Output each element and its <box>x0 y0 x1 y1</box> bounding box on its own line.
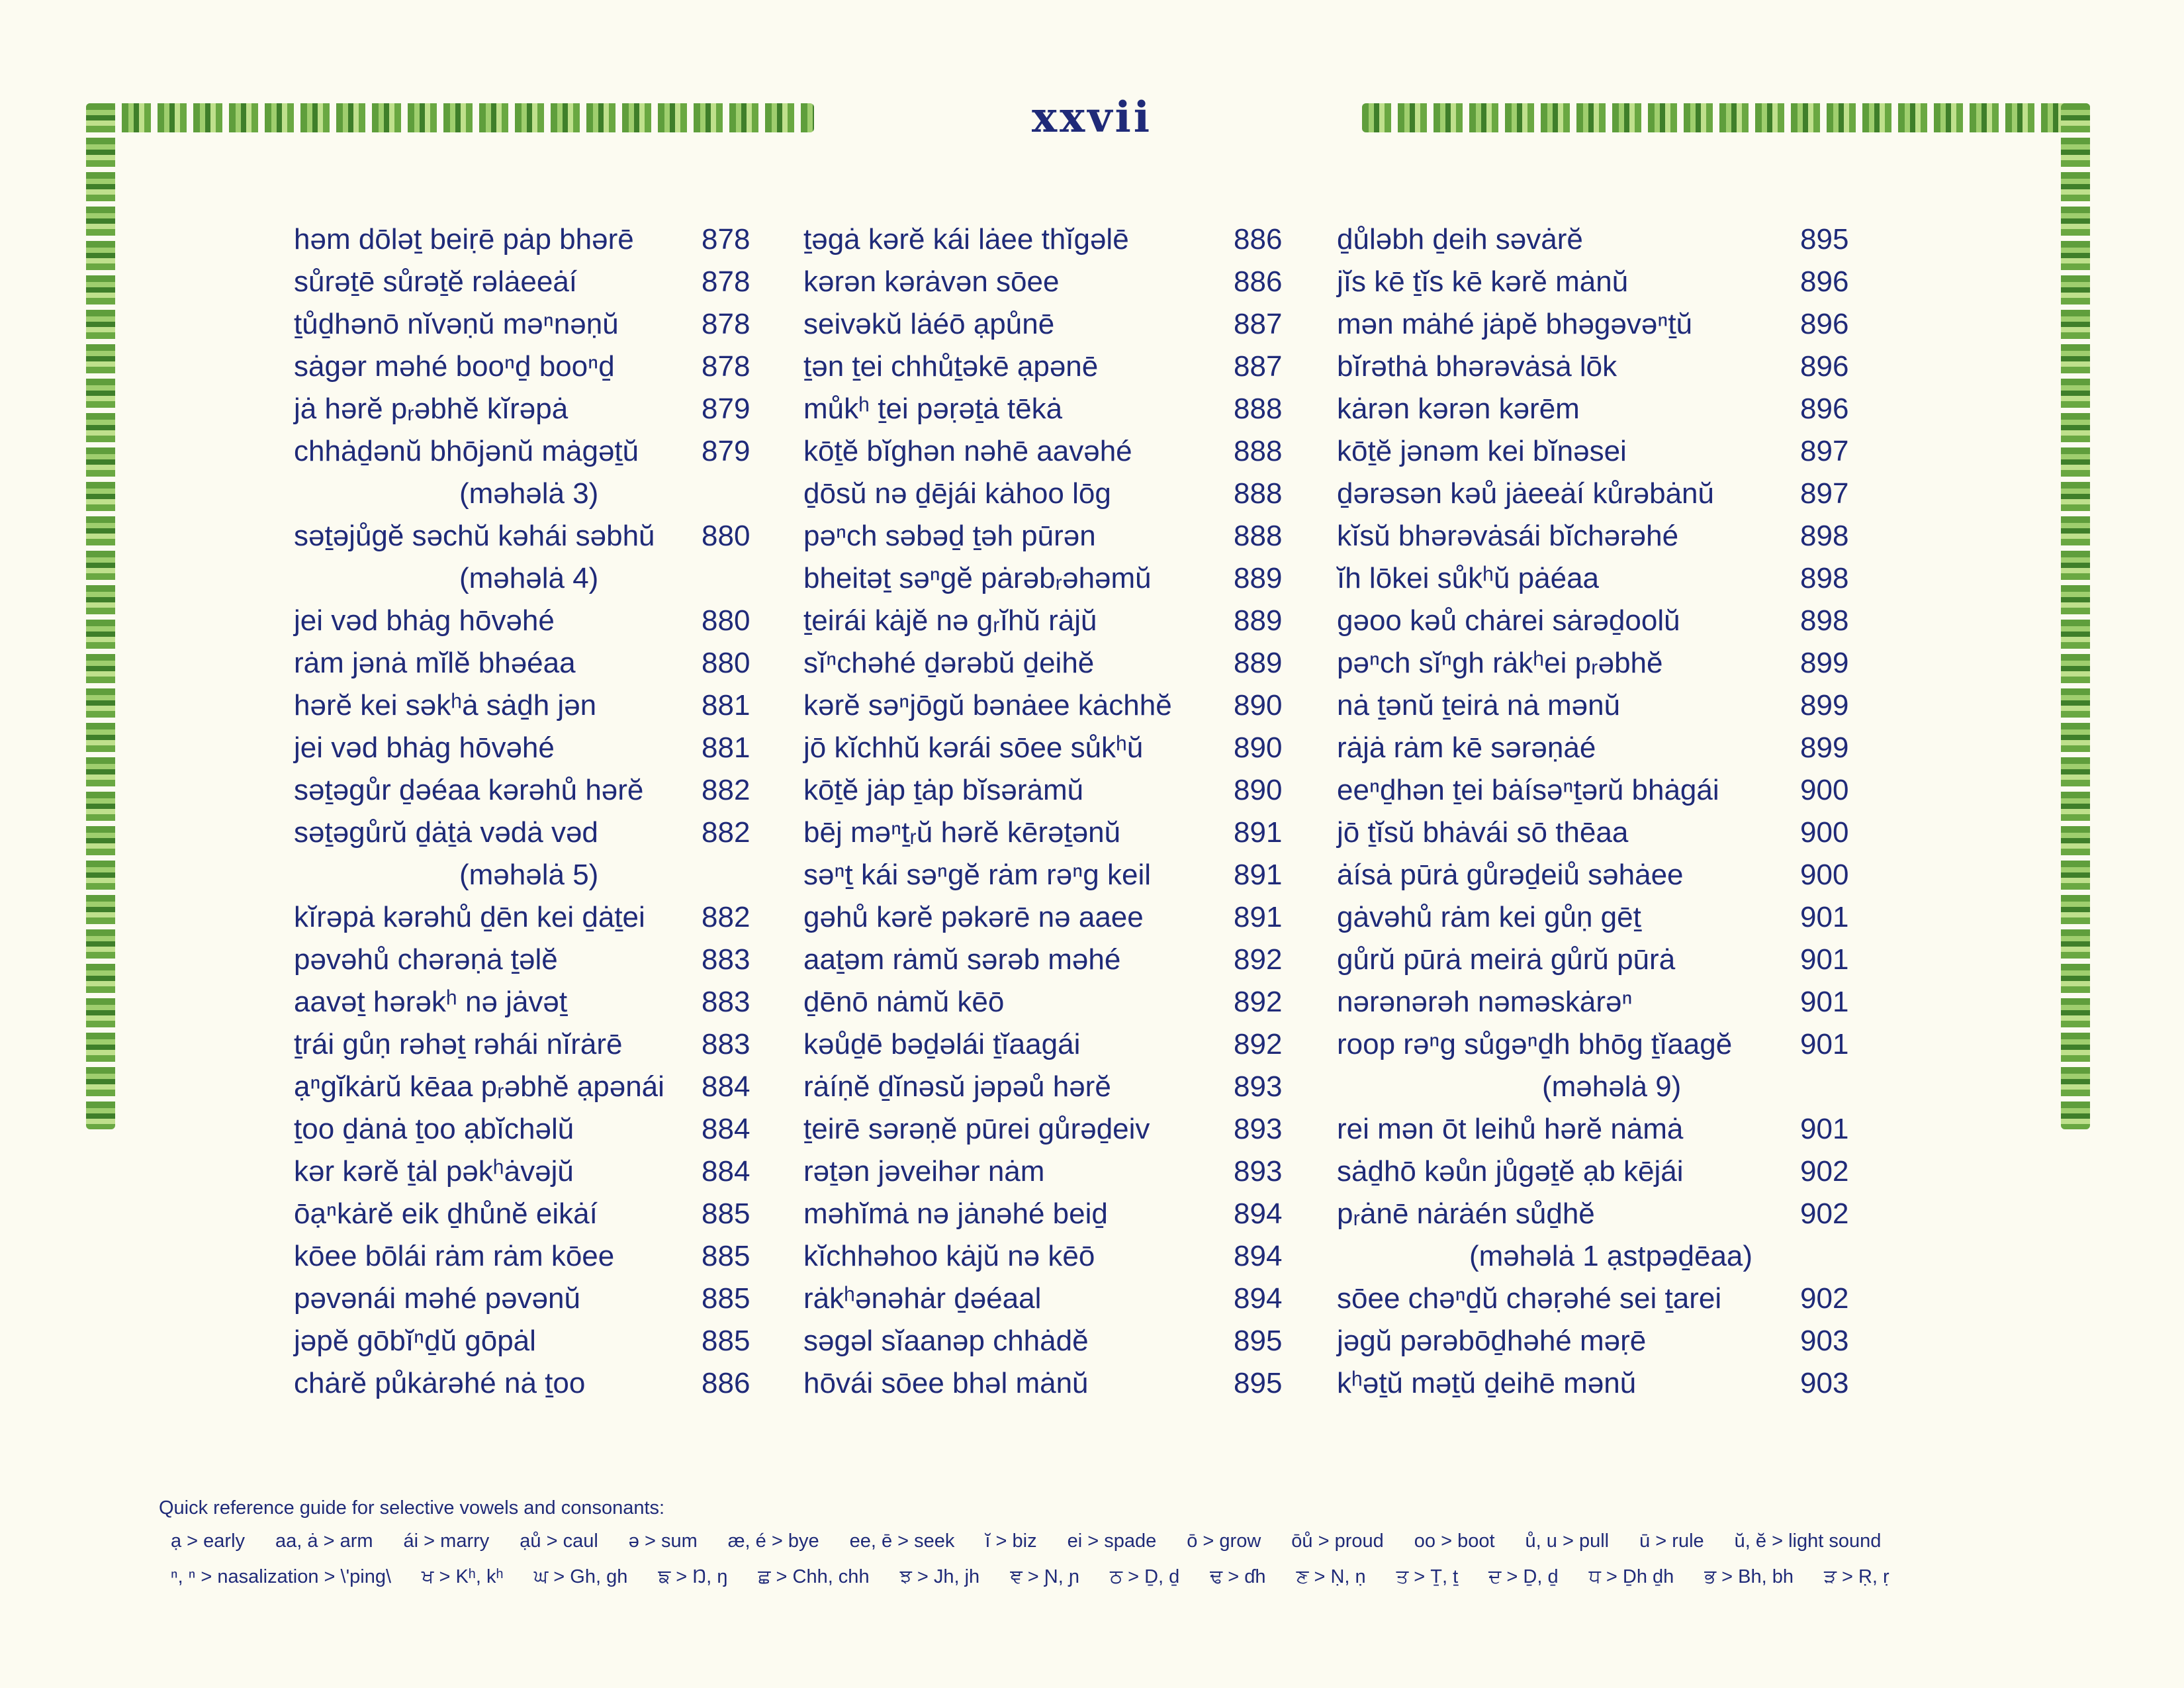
entry-page-number: 903 <box>1800 1367 1849 1399</box>
entry-title: kōee bōlái rȧm rȧm kōee <box>294 1240 615 1272</box>
entry-page-number: 883 <box>702 986 751 1018</box>
entry-title: kərĕ səⁿjōgŭ bənȧee kȧchhĕ <box>803 689 1172 722</box>
entry-page-number: 897 <box>1800 435 1849 467</box>
legend-consonants <box>171 1566 1920 1588</box>
legend-item: ei > spade <box>1067 1530 1157 1552</box>
entry-title: ḏůləbh ḏeih səvȧrĕ <box>1337 223 1583 256</box>
legend-item: ů, u > pull <box>1525 1530 1610 1552</box>
entry-title: məhĭmȧ nə jȧnəhé beiḏ <box>803 1197 1108 1230</box>
entry-page-number: 880 <box>702 520 751 552</box>
legend-item: ਛ > Chh, chh <box>758 1566 870 1587</box>
entry-page-number: 882 <box>702 774 751 806</box>
entry-page-number: 900 <box>1800 816 1849 849</box>
entry-title: ṯrái gůṇ rəhəṯ rəhái nĭrȧrē <box>294 1028 623 1060</box>
entry-title: kōṯĕ bĭghən nəhē aavəhé <box>803 435 1132 467</box>
entry-title: ōạⁿkȧrĕ eik ḏhůnĕ eikȧí <box>294 1197 598 1230</box>
entry-page-number: 888 <box>1234 477 1283 510</box>
legend-vowels <box>171 1530 1911 1552</box>
entry-page-number: 878 <box>702 223 751 256</box>
entry-page-number: 878 <box>702 265 751 298</box>
entry-page-number: 883 <box>702 1028 751 1060</box>
entry-page-number: 890 <box>1234 689 1283 722</box>
legend-title: Quick reference guide for selective vowels and consonants: <box>159 1497 665 1519</box>
legend-item: ਤ > Ṯ, ṯ <box>1396 1566 1459 1587</box>
entry-title: nərənərəh nəməskȧrəⁿ <box>1337 986 1633 1018</box>
entry-title: aavəṯ hərəkʰ nə jȧvəṯ <box>294 986 568 1018</box>
entry-page-number: 885 <box>702 1240 751 1272</box>
entry-page-number: 886 <box>1234 223 1283 256</box>
entry-title: səgəl sĭaanəp chhȧdĕ <box>803 1325 1089 1357</box>
entry-page-number: 881 <box>702 689 751 722</box>
entry-title: (məhəlȧ 5) <box>459 859 599 891</box>
entry-title: sōee chəⁿḏŭ chəṛəhé sei ṯarei <box>1337 1282 1722 1315</box>
entry-title: seivəkŭ lȧéō ạpůnē <box>803 308 1055 340</box>
legend-item: æ, é > bye <box>727 1530 819 1552</box>
entry-title: səṯəjůgĕ səchŭ kəhái səbhŭ <box>294 520 655 552</box>
legend-item: ee, ē > seek <box>849 1530 955 1552</box>
entry-title: jȧ hərĕ pᵣəbhĕ kĭrəpȧ <box>294 393 569 425</box>
entry-title: ṯəgȧ kərĕ kái lȧee thĭgəlē <box>803 223 1129 256</box>
entry-page-number: 889 <box>1234 647 1283 679</box>
entry-page-number: 882 <box>702 816 751 849</box>
entry-page-number: 888 <box>1234 520 1283 552</box>
page-number: xxvii <box>1031 93 1153 142</box>
entry-page-number: 878 <box>702 308 751 340</box>
entry-page-number: 896 <box>1800 308 1849 340</box>
entry-title: sĭⁿchəhé ḏərəbŭ ḏeihĕ <box>803 647 1095 679</box>
legend-item: ái > marry <box>403 1530 490 1552</box>
entry-title: rȧjȧ rȧm kē sərəṇȧé <box>1337 731 1596 764</box>
entry-title: ṯůḏhənō nĭvəṇŭ məⁿnəṇŭ <box>294 308 619 340</box>
entry-page-number: 894 <box>1234 1197 1283 1230</box>
entry-page-number: 892 <box>1234 1028 1283 1060</box>
entry-page-number: 901 <box>1800 901 1849 933</box>
entry-title: kĭrəpȧ kərəhů ḏēn kei ḏȧṯei <box>294 901 645 933</box>
legend-item: ਞ > Ɲ, ɲ <box>1010 1566 1079 1587</box>
entry-page-number: 886 <box>1234 265 1283 298</box>
entry-title: (məhəlȧ 1 ạstpəḏēaa) <box>1469 1240 1753 1272</box>
entry-page-number: 898 <box>1800 520 1849 552</box>
entry-title: (məhəlȧ 9) <box>1542 1070 1682 1103</box>
entry-page-number: 895 <box>1234 1367 1283 1399</box>
entry-title: ṯən ṯei chhůṯəkē ạpənē <box>803 350 1099 383</box>
entry-page-number: 895 <box>1800 223 1849 256</box>
entry-title: chhȧḏənŭ bhōjənŭ mȧgəṯŭ <box>294 435 639 467</box>
legend-item: ō > grow <box>1187 1530 1261 1552</box>
entry-page-number: 902 <box>1800 1155 1849 1188</box>
entry-page-number: 901 <box>1800 986 1849 1018</box>
entry-title: jəpĕ gōbĭⁿḏŭ gōpȧl <box>294 1325 536 1357</box>
entry-title: můkʰ ṯei pəṛəṯȧ tēkȧ <box>803 393 1063 425</box>
entry-title: gȧvəhů rȧm kei gůṇ gēṯ <box>1337 901 1641 933</box>
entry-page-number: 896 <box>1800 265 1849 298</box>
ornamental-border-left <box>86 103 115 1129</box>
entry-title: eeⁿḏhən ṯei bȧísəⁿṯərŭ bhȧgái <box>1337 774 1719 806</box>
entry-title: mən mȧhé jȧpĕ bhəgəvəⁿṯŭ <box>1337 308 1693 340</box>
entry-page-number: 886 <box>702 1367 751 1399</box>
entry-page-number: 897 <box>1800 477 1849 510</box>
entry-title: ĭh lōkei sůkʰŭ pȧéaa <box>1337 562 1600 594</box>
entry-title: pəvəhů chərəṇȧ ṯəlĕ <box>294 943 558 976</box>
entry-title: jō ṯĭsŭ bhȧvái sō thēaa <box>1337 816 1629 849</box>
entry-page-number: 889 <box>1234 562 1283 594</box>
entry-title: ṯeirē sərəṇĕ pūrei gůrəḏeiv <box>803 1113 1150 1145</box>
entry-title: ȧísȧ pūrȧ gůrəḏeiů səhȧee <box>1337 859 1684 891</box>
entry-page-number: 885 <box>702 1325 751 1357</box>
entry-title: gůrŭ pūrȧ meirȧ gůrŭ pūrȧ <box>1337 943 1676 976</box>
entry-page-number: 899 <box>1800 647 1849 679</box>
entry-page-number: 881 <box>702 731 751 764</box>
entry-title: (məhəlȧ 4) <box>459 562 599 594</box>
entry-title: ṯoo ḏȧnȧ ṯoo ạbĭchəlŭ <box>294 1113 574 1145</box>
entry-title: kəůḏē bəḏəlái ṯĭaagái <box>803 1028 1081 1060</box>
entry-page-number: 891 <box>1234 859 1283 891</box>
entry-title: kĭsŭ bhərəvȧsái bĭchərəhé <box>1337 520 1679 552</box>
legend-item: ੜ > Ṛ, ṛ <box>1823 1566 1889 1587</box>
entry-title: bĭrəthȧ bhərəvȧsȧ lōk <box>1337 350 1617 383</box>
entry-title: jĭs kē ṯĭs kē kərĕ mȧnŭ <box>1337 265 1629 298</box>
entry-title: jō kĭchhŭ kərái sōee sůkʰŭ <box>803 731 1144 764</box>
entry-title: kər kərĕ ṯȧl pəkʰȧvəjŭ <box>294 1155 574 1188</box>
entry-title: pəⁿch sĭⁿgh rȧkʰei pᵣəbhĕ <box>1337 647 1663 679</box>
entry-title: bheitəṯ səⁿgĕ pȧrəbᵣəhəmŭ <box>803 562 1152 594</box>
legend-item: ਖ > Kʰ, kʰ <box>422 1566 504 1587</box>
legend-item: aa, ȧ > arm <box>275 1530 373 1552</box>
legend-item: ਘ > Gh, gh <box>533 1566 628 1587</box>
entry-title: bēj məⁿṯᵣŭ hərĕ kērəṯənŭ <box>803 816 1121 849</box>
legend-item: ਦ > Ḏ, ḏ <box>1488 1566 1559 1587</box>
entry-title: pəvənái məhé pəvənŭ <box>294 1282 580 1315</box>
entry-page-number: 893 <box>1234 1155 1283 1188</box>
entry-title: jei vəd bhȧg hōvəhé <box>294 604 555 637</box>
entry-title: rȧm jənȧ mĭlĕ bhəéaa <box>294 647 576 679</box>
entry-page-number: 898 <box>1800 604 1849 637</box>
entry-title: ṯeirái kȧjĕ nə gᵣĭhŭ rȧjŭ <box>803 604 1097 637</box>
entry-title: ḏərəsən kəů jȧeeȧí kůrəbȧnŭ <box>1337 477 1714 510</box>
entry-page-number: 900 <box>1800 859 1849 891</box>
entry-title: sůrəṯē sůrəṯĕ rəlȧeeȧí <box>294 265 578 298</box>
entry-title: kərən kərȧvən sōee <box>803 265 1060 298</box>
entry-page-number: 891 <box>1234 816 1283 849</box>
legend-item: ਭ > Bh, bh <box>1704 1566 1794 1587</box>
entry-page-number: 892 <box>1234 943 1283 976</box>
entry-page-number: 894 <box>1234 1240 1283 1272</box>
entry-title: hōvái sōee bhəl mȧnŭ <box>803 1367 1089 1399</box>
entry-title: gəoo kəů chȧrei sȧrəḏoolŭ <box>1337 604 1680 637</box>
entry-page-number: 898 <box>1800 562 1849 594</box>
entry-title: sȧgər məhé booⁿḏ booⁿḏ <box>294 350 615 383</box>
ornamental-border-right <box>2061 103 2090 1129</box>
legend-item: ਢ > ɗh <box>1210 1566 1266 1587</box>
entry-page-number: 884 <box>702 1155 751 1188</box>
entry-page-number: 887 <box>1234 350 1283 383</box>
legend-item: ŭ, ĕ > light sound <box>1734 1530 1882 1552</box>
entry-title: səⁿṯ kái səⁿgĕ rȧm rəⁿg keil <box>803 859 1152 891</box>
entry-page-number: 894 <box>1234 1282 1283 1315</box>
entry-page-number: 882 <box>702 901 751 933</box>
entry-title: kĭchhəhoo kȧjŭ nə kēō <box>803 1240 1095 1272</box>
entry-page-number: 899 <box>1800 689 1849 722</box>
legend-item: ਧ > Ḏh ḏh <box>1588 1566 1674 1587</box>
entry-page-number: 888 <box>1234 393 1283 425</box>
entry-title: roop rəⁿg sůgəⁿḏh bhōg ṯĭaagĕ <box>1337 1028 1733 1060</box>
entry-page-number: 883 <box>702 943 751 976</box>
entry-page-number: 903 <box>1800 1325 1849 1357</box>
entry-title: həm dōləṯ beiṛē pȧp bhərē <box>294 223 634 256</box>
entry-page-number: 888 <box>1234 435 1283 467</box>
entry-page-number: 879 <box>702 435 751 467</box>
entry-title: rəṯən jəveihər nȧm <box>803 1155 1045 1188</box>
entry-page-number: 901 <box>1800 1113 1849 1145</box>
entry-page-number: 890 <box>1234 731 1283 764</box>
entry-title: pᵣȧnē nȧrȧén sůḏhĕ <box>1337 1197 1595 1230</box>
entry-title: nȧ ṯənŭ ṯeirȧ nȧ mənŭ <box>1337 689 1621 722</box>
entry-page-number: 895 <box>1234 1325 1283 1357</box>
entry-title: pəⁿch səbəḏ ṯəh pūrən <box>803 520 1096 552</box>
entry-title: ḏēnō nȧmŭ kēō <box>803 986 1005 1018</box>
entry-page-number: 900 <box>1800 774 1849 806</box>
legend-item: ਣ > Ṇ, ṇ <box>1296 1566 1366 1587</box>
entry-title: rȧíṇĕ ḏĭnəsŭ jəpəů hərĕ <box>803 1070 1111 1103</box>
entry-title: rȧkʰənəhȧr ḏəéaal <box>803 1282 1042 1315</box>
entry-title: səṯəgůr ḏəéaa kərəhů hərĕ <box>294 774 644 806</box>
entry-page-number: 879 <box>702 393 751 425</box>
entry-title: hərĕ kei səkʰȧ sȧḏh jən <box>294 689 597 722</box>
entry-title: səṯəgůrŭ ḏȧṯȧ vədȧ vəd <box>294 816 598 849</box>
entry-page-number: 885 <box>702 1282 751 1315</box>
legend-item: ạ > early <box>171 1530 246 1552</box>
entry-page-number: 899 <box>1800 731 1849 764</box>
entry-page-number: 896 <box>1800 393 1849 425</box>
entry-page-number: 902 <box>1800 1197 1849 1230</box>
entry-title: kȧrən kərən kərēm <box>1337 393 1580 425</box>
entry-page-number: 896 <box>1800 350 1849 383</box>
legend-item: ạů > caul <box>520 1530 598 1552</box>
entry-page-number: 885 <box>702 1197 751 1230</box>
entry-title: kōṯĕ jənəm kei bĭnəsei <box>1337 435 1627 467</box>
entry-title: jei vəd bhȧg hōvəhé <box>294 731 555 764</box>
legend-item: ĭ > biz <box>985 1530 1037 1552</box>
entry-page-number: 880 <box>702 604 751 637</box>
entry-page-number: 893 <box>1234 1113 1283 1145</box>
entry-page-number: 889 <box>1234 604 1283 637</box>
entry-title: aaṯəm rȧmŭ sərəb məhé <box>803 943 1121 976</box>
legend-item: ōů > proud <box>1291 1530 1384 1552</box>
entry-title: chȧrĕ půkȧrəhé nȧ ṯoo <box>294 1367 586 1399</box>
entry-title: kōṯĕ jȧp ṯȧp bĭsərȧmŭ <box>803 774 1084 806</box>
entry-page-number: 902 <box>1800 1282 1849 1315</box>
legend-item: ū > rule <box>1639 1530 1704 1552</box>
legend-item: ਝ > Jh, jh <box>899 1566 980 1587</box>
entry-title: jəgŭ pərəbōḏhəhé məṛē <box>1337 1325 1647 1357</box>
entry-title: kʰəṯŭ məṯŭ ḏeihē mənŭ <box>1337 1367 1637 1399</box>
entry-title: ạⁿgĭkȧrŭ kēaa pᵣəbhĕ ạpənái <box>294 1070 664 1103</box>
entry-title: ḏōsŭ nə ḏējái kȧhoo lōg <box>803 477 1111 510</box>
entry-page-number: 893 <box>1234 1070 1283 1103</box>
entry-title: gəhů kərĕ pəkərē nə aaee <box>803 901 1144 933</box>
entry-page-number: 884 <box>702 1113 751 1145</box>
legend-item: ਙ > Ŋ, ŋ <box>658 1566 728 1587</box>
entry-page-number: 887 <box>1234 308 1283 340</box>
legend-item: ə > sum <box>628 1530 698 1552</box>
legend-item: oo > boot <box>1414 1530 1495 1552</box>
entry-page-number: 901 <box>1800 943 1849 976</box>
entry-page-number: 880 <box>702 647 751 679</box>
entry-title: rei mən ōt leihů hərĕ nȧmȧ <box>1337 1113 1684 1145</box>
entry-page-number: 884 <box>702 1070 751 1103</box>
entry-title: (məhəlȧ 3) <box>459 477 599 510</box>
legend-item: ⁿ, ⁿ > nasalization > \'ping\ <box>171 1566 392 1587</box>
entry-title: sȧḏhō kəůn jůgəṯĕ ạb kējái <box>1337 1155 1684 1188</box>
entry-page-number: 878 <box>702 350 751 383</box>
entry-page-number: 890 <box>1234 774 1283 806</box>
entry-page-number: 891 <box>1234 901 1283 933</box>
entry-page-number: 901 <box>1800 1028 1849 1060</box>
legend-item: ਠ > Ḏ, ḏ <box>1109 1566 1180 1587</box>
entry-page-number: 892 <box>1234 986 1283 1018</box>
